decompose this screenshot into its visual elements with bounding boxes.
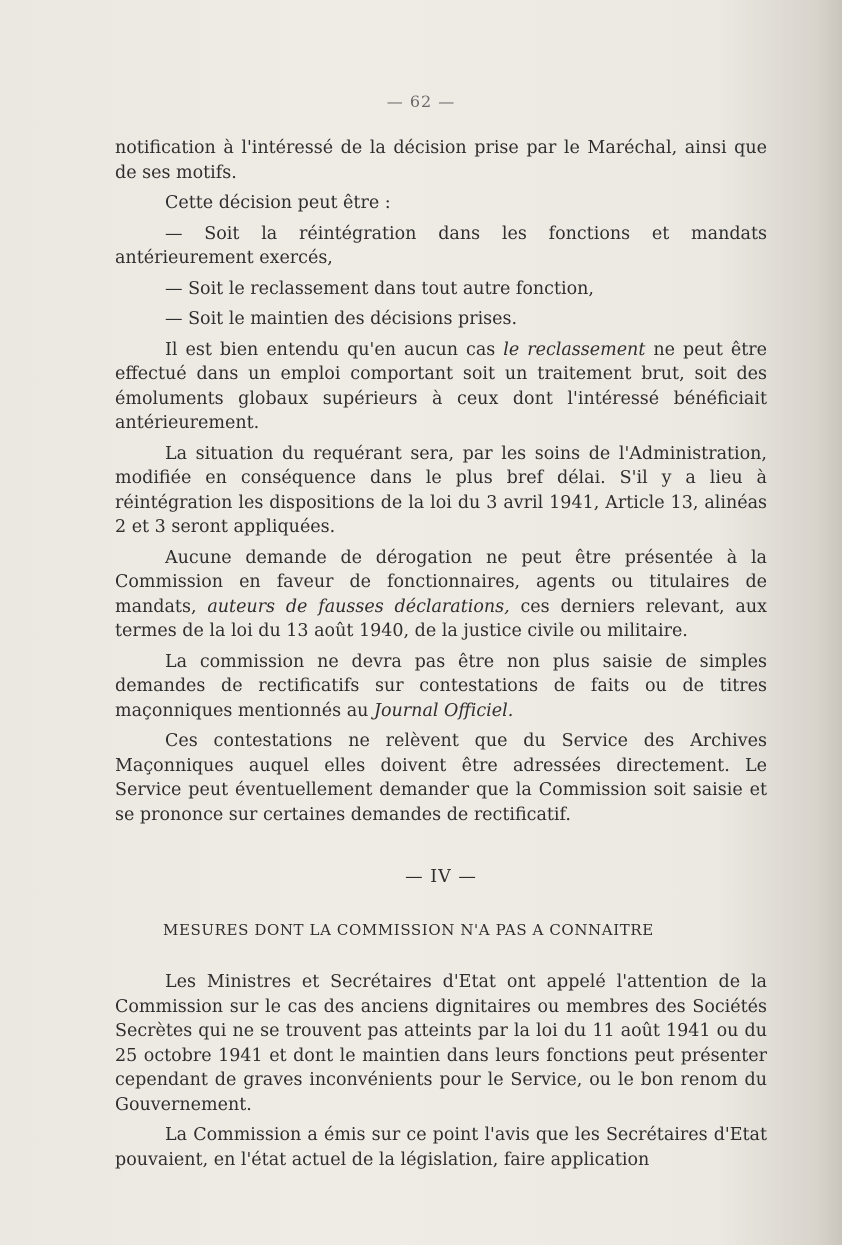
text-run: ces derniers relevant, aux termes de la loi du 13 août 1940, de la justice civile ou militaire. <box>115 596 767 641</box>
italic-text: le reclassement <box>503 339 646 360</box>
paragraph-entendu <box>115 338 767 436</box>
section-number: — IV — <box>405 867 477 887</box>
page-number: — 62 — <box>386 92 456 111</box>
paragraph-avis: La Commission a émis sur ce point l'avis que les Secrétaires d'Etat pouvaient, en l'état actuel de la législation, faire application <box>115 1125 767 1170</box>
paragraph-contestations: Ces contestations ne relèvent que du Service des Archives Maçonniques auquel elles doivent être adressées directement. Le Service peut éventuellement demander que la Commission soit saisie et se prononce sur certaines demandes de rectificatif. <box>115 731 767 825</box>
paragraph-notification: notification à l'intéressé de la décision prise par le Maréchal, ainsi que de ses motifs. <box>115 138 767 183</box>
italic-text: Journal Officiel. <box>373 700 514 721</box>
section-title: MESURES DONT LA COMMISSION N'A PAS A CONNAITRE <box>163 920 654 939</box>
text-run: La commission ne devra pas être non plus saisie de simples demandes de rectificatifs sur contestations de faits ou de titres maçonniques mentionnés au <box>115 651 767 721</box>
body-text <box>115 136 767 1178</box>
paragraph-commission <box>115 650 767 724</box>
paragraph-derogation <box>115 546 767 644</box>
paragraph-situation: La situation du requérant sera, par les soins de l'Administration, modifiée en conséquence dans le plus bref délai. S'il y a lieu à réintégration les dispositions de la loi du 3 avril 1941, Article 13, alinéas 2 et 3 seront appliquées. <box>115 443 767 537</box>
list-item-maintien: — Soit le maintien des décisions prises. <box>165 309 518 329</box>
text-run: Aucune demande de dérogation ne peut être présentée à la Commission en faveur de fonctionnaires, agents ou titulaires de mandats, <box>115 547 767 617</box>
text-run: Il est bien entendu qu'en aucun cas <box>165 339 504 360</box>
paragraph-decision: Cette décision peut être : <box>165 193 391 213</box>
list-item-reclassement: — Soit le reclassement dans tout autre fonction, <box>165 278 594 299</box>
italic-text: auteurs de fausses déclarations, <box>207 596 510 617</box>
text-run: ne peut être effectué dans un emploi comportant soit un traitement brut, soit des émoluments globaux supérieurs à ceux dont l'intéressé bénéficiait antérieurement. <box>115 339 767 433</box>
list-item-reintegration: — Soit la réintégration dans les fonctions et mandats antérieurement exercés, <box>115 223 767 268</box>
paragraph-ministres: Les Ministres et Secrétaires d'Etat ont appelé l'attention de la Commission sur le cas des anciens dignitaires ou membres des Sociétés Secrètes qui ne se trouvent pas atteints par la loi du 11 août 1941 ou du 25 octobre 1941 et dont le maintien dans leurs fonctions peut présenter cependant de graves inconvénients pour le Service, ou le bon renom du Gouvernement. <box>115 972 767 1115</box>
